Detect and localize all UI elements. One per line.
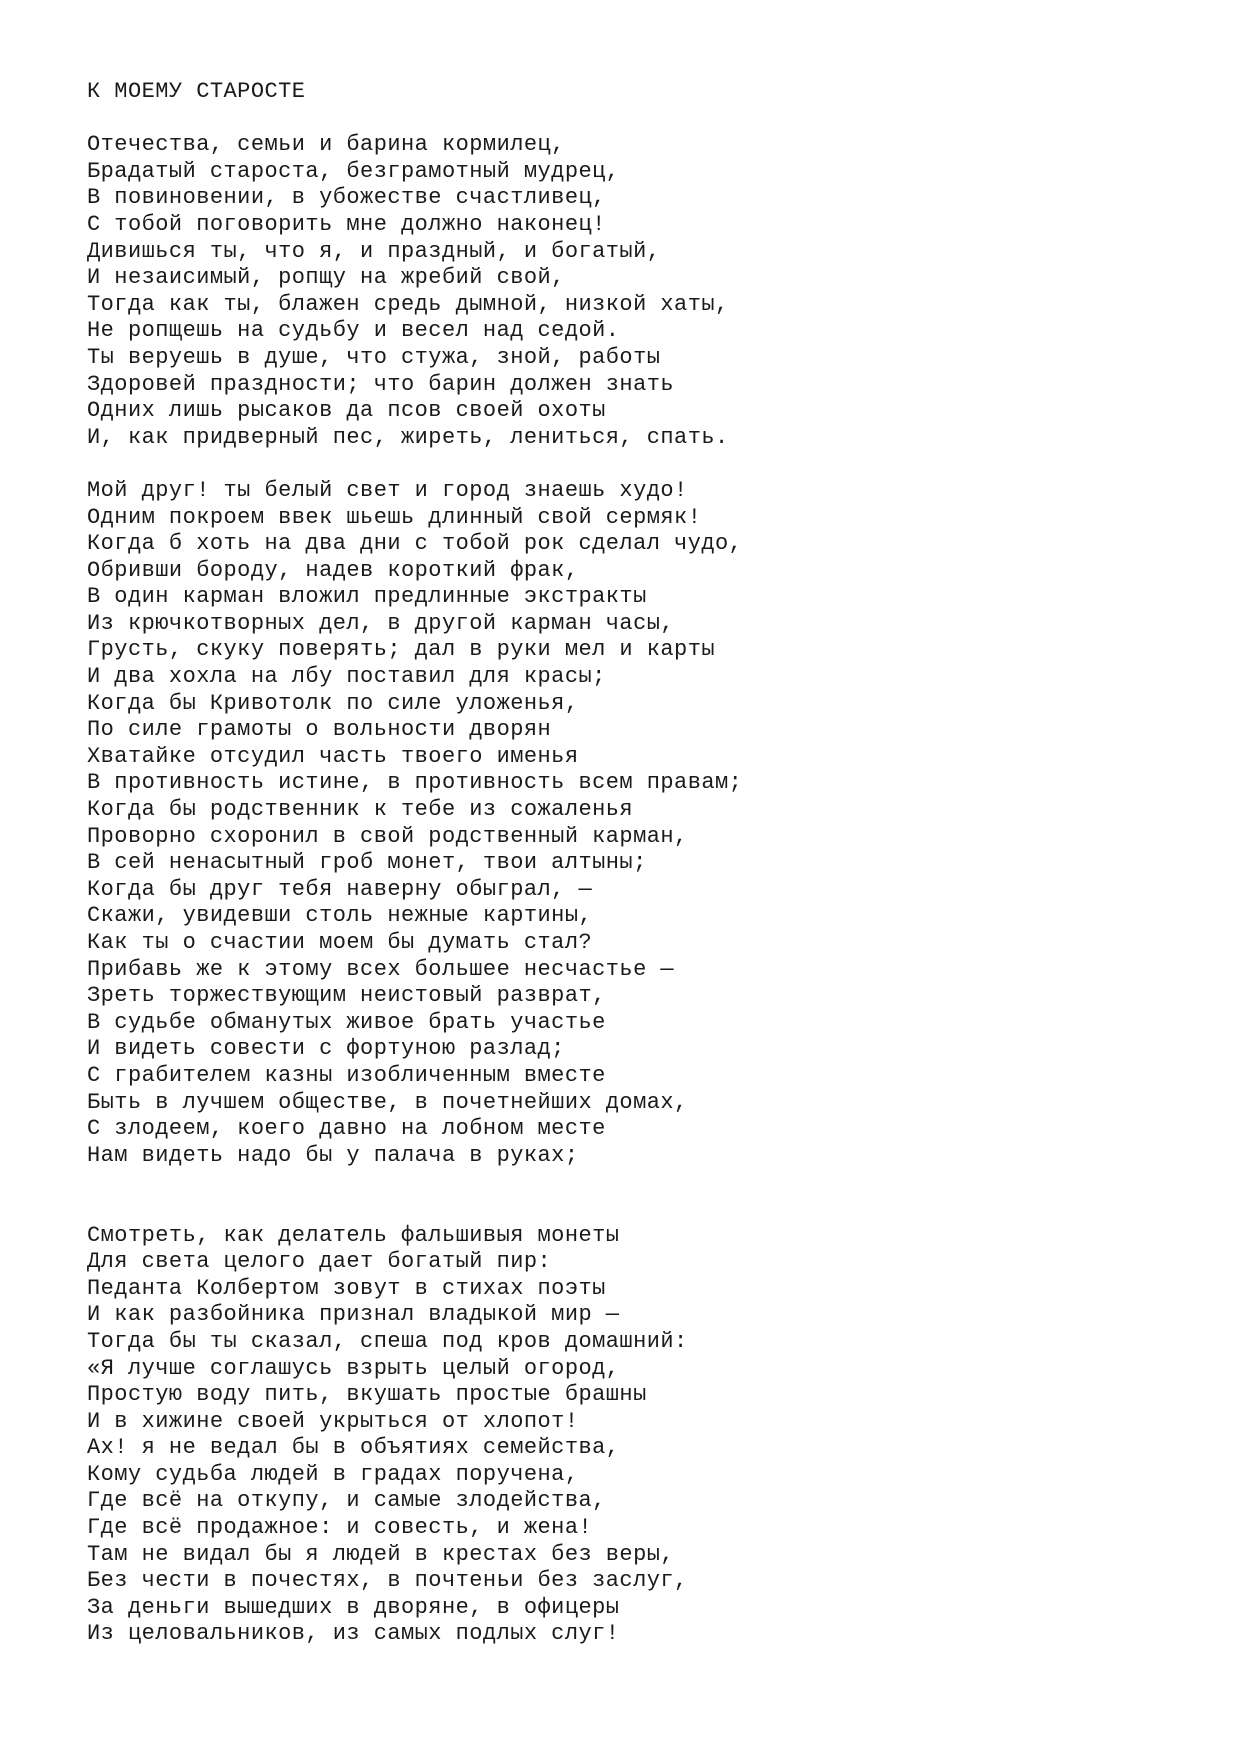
poem-line: Нам видеть надо бы у палача в руках; [87,1142,579,1168]
stanza-2 [87,478,1187,1169]
poem-line: Прибавь же к этому всех большее несчастье — [87,956,675,982]
poem-line: Для света целого дает богатый пир: [87,1249,552,1275]
poem-line: Скажи, увидевши столь нежные картины, [87,903,593,929]
poem-line: Как ты о счастии моем бы думать стал? [87,930,593,955]
poem-line: И видеть совести с фортуною разлад; [87,1036,565,1062]
poem-line: Проворно схоронил в свой родственный карман, [87,823,688,849]
poem-line: Кому судьба людей в градах поручена, [87,1461,579,1487]
poem-line: Из целовальников, из самых подлых слуг! [87,1621,620,1647]
poem-line: В судьбе обманутых живое брать участье [87,1009,606,1035]
poem-line: Брадатый староста, безграмотный мудрец, [87,158,620,184]
poem-line: Мой друг! ты белый свет и город знаешь худо! [87,477,688,503]
poem-title: К МОЕМУ СТАРОСТЕ [87,79,306,104]
poem-line: «Я лучше соглашусь взрыть целый огород, [87,1355,620,1381]
poem-line: Одних лишь рысаков да псов своей охоты [87,398,606,424]
stanza-3 [87,1223,1187,1649]
poem-line: Когда б хоть на два дни с тобой рок сделал чудо, [87,531,743,557]
poem-line: И, как придверный пес, жиреть, лениться, спать. [87,424,729,450]
poem-line: Здоровей праздности; что барин должен знать [87,371,675,397]
poem-line: Тогда бы ты сказал, спеша под кров домашний: [87,1328,688,1354]
stanza-1 [87,132,1187,451]
poem-line: Из крючкотворных дел, в другой карман часы, [87,610,675,636]
poem-line: Там не видал бы я людей в крестах без веры, [87,1541,675,1567]
poem-line: Быть в лучшем обществе, в почетнейших домах, [87,1089,688,1115]
poem-line: Не ропщешь на судьбу и весел над седой. [87,318,620,344]
poem-line: Дивишься ты, что я, и праздный, и богатый, [87,238,661,264]
poem-line: Когда бы Кривотолк по силе уложенья, [87,690,579,716]
poem-line: Тогда как ты, блажен средь дымной, низкой хаты, [87,291,729,317]
poem-line: Где всё на откупу, и самые злодейства, [87,1488,606,1514]
poem-line: Где всё продажное: и совесть, и жена! [87,1515,593,1541]
poem-line: С тобой поговорить мне должно наконец! [87,211,606,237]
poem-line: И два хохла на лбу поставил для красы; [87,664,606,690]
poem-line: В повиновении, в убожестве счастливец, [87,185,606,211]
poem-line: Педанта Колбертом зовут в стихах поэты [87,1275,606,1301]
poem-line: Отечества, семьи и барина кормилец, [87,132,565,158]
poem-line: В сей ненасытный гроб монет, твои алтыны; [87,850,647,876]
poem-line: И в хижине своей укрыться от хлопот! [87,1408,579,1434]
poem-line: Когда бы друг тебя наверну обыграл, — [87,876,593,902]
poem-line: Смотреть, как делатель фальшивыя монеты [87,1222,620,1248]
poem-line: Одним покроем ввек шьешь длинный свой сермяк! [87,504,702,530]
poem-line: С злодеем, коего давно на лобном месте [87,1116,606,1142]
poem-line: Ах! я не ведал бы в объятиях семейства, [87,1435,620,1461]
poem-line: Грусть, скуку поверять; дал в руки мел и карты [87,637,715,663]
poem-line: В противность истине, в противность всем правам; [87,770,743,796]
document-page [87,79,1187,1675]
poem-line: Ты веруешь в душе, что стужа, зной, работы [87,344,661,370]
poem-line: Без чести в почестях, в почтеньи без заслуг, [87,1568,688,1594]
poem-line: С грабителем казны изобличенным вместе [87,1062,606,1088]
poem-line: По силе грамоты о вольности дворян [87,717,552,743]
poem-line: Когда бы родственник к тебе из сожаленья [87,797,634,823]
poem-line: В один карман вложил предлинные экстракты [87,584,647,610]
poem-line: Зреть торжествующим неистовый разврат, [87,983,606,1009]
poem-line: За деньги вышедших в дворяне, в офицеры [87,1594,620,1620]
poem-line: Простую воду пить, вкушать простые брашны [87,1382,647,1408]
poem-line: Хватайке отсудил часть твоего именья [87,743,579,769]
poem-line: Обривши бороду, надев короткий фрак, [87,557,579,583]
poem-line: И как разбойника признал владыкой мир — [87,1302,620,1328]
poem-line: И незаисимый, ропщу на жребий свой, [87,265,565,291]
